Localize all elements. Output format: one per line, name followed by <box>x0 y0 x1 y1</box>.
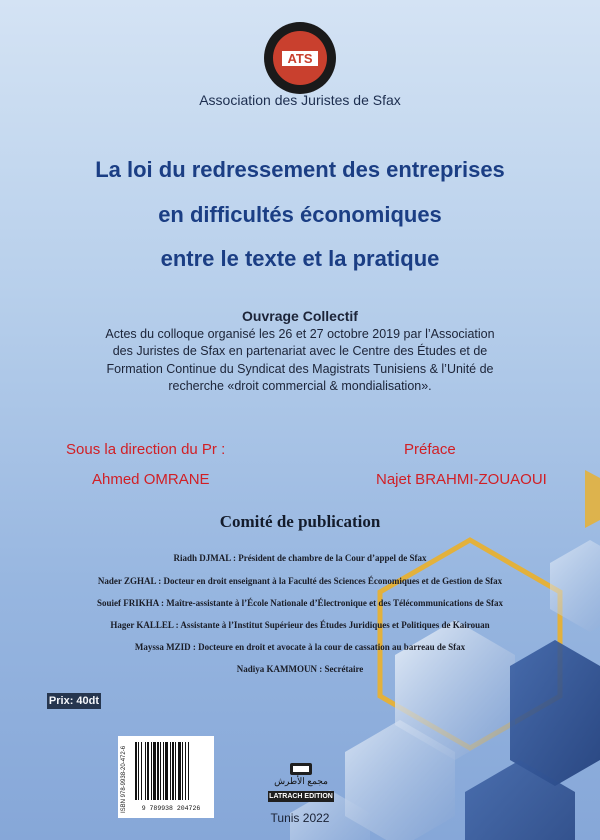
publisher-name: LATRACH EDITION <box>269 793 333 800</box>
barcode-bars <box>133 740 209 812</box>
association-logo <box>262 20 338 96</box>
publisher-arabic-name: مجمع الأطرش <box>274 776 328 786</box>
preface-label: Préface <box>404 441 456 458</box>
isbn-text: ISBN 978-9938-20-472-6 <box>121 745 127 813</box>
association-name: Association des Juristes de Sfax <box>199 92 401 108</box>
committee-member: Souief FRIKHA : Maître-assistante à l’École Nationale d’Électronique et des Télécommunications de Sfax <box>97 598 503 608</box>
book-title-line-2: en difficultés économiques <box>158 202 442 227</box>
intro-line-3: Formation Continue du Syndicat des Magistrats Tunisiens & l’Unité de <box>106 362 494 376</box>
book-title-line-1: La loi du redressement des entreprises <box>95 157 505 182</box>
committee-member: Nader ZGHAL : Docteur en droit enseignant à la Faculté des Sciences Économiques et de Gestion de Sfax <box>97 576 503 586</box>
committee-member: Hager KALLEL : Assistante à l’Institut Supérieur des Études Juridiques et Politiques de Kairouan <box>110 620 490 630</box>
price-tag: Prix: 40dt <box>48 695 100 707</box>
intro-line-2: des Juristes de Sfax en partenariat avec le Centre des Études et de <box>112 344 488 358</box>
intro-line-1: Actes du colloque organisé les 26 et 27 octobre 2019 par l’Association <box>105 327 495 341</box>
director-name: Ahmed OMRANE <box>92 471 210 488</box>
direction-label: Sous la direction du Pr : <box>66 441 226 458</box>
barcode-number: 9 789938 204726 <box>141 805 201 812</box>
intro-line-4: recherche «droit commercial & mondialisation». <box>168 379 432 393</box>
subtitle: Ouvrage Collectif <box>242 308 358 324</box>
committee-member: Riadh DJMAL : Président de chambre de la Cour d’appel de Sfax <box>173 553 427 563</box>
logo-text: ATS <box>287 51 313 66</box>
preface-author-name: Najet BRAHMI-ZOUAOUI <box>376 471 547 488</box>
committee-heading: Comité de publication <box>219 512 381 531</box>
committee-member: Mayssa MZID : Docteure en droit et avocate à la cour de cassation au barreau de Sfax <box>134 642 466 652</box>
book-title-line-3: entre le texte et la pratique <box>160 246 440 271</box>
publication-city-year: Tunis 2022 <box>270 811 330 825</box>
committee-member: Nadiya KAMMOUN : Secrétaire <box>236 664 364 674</box>
publisher-logo <box>266 763 336 815</box>
